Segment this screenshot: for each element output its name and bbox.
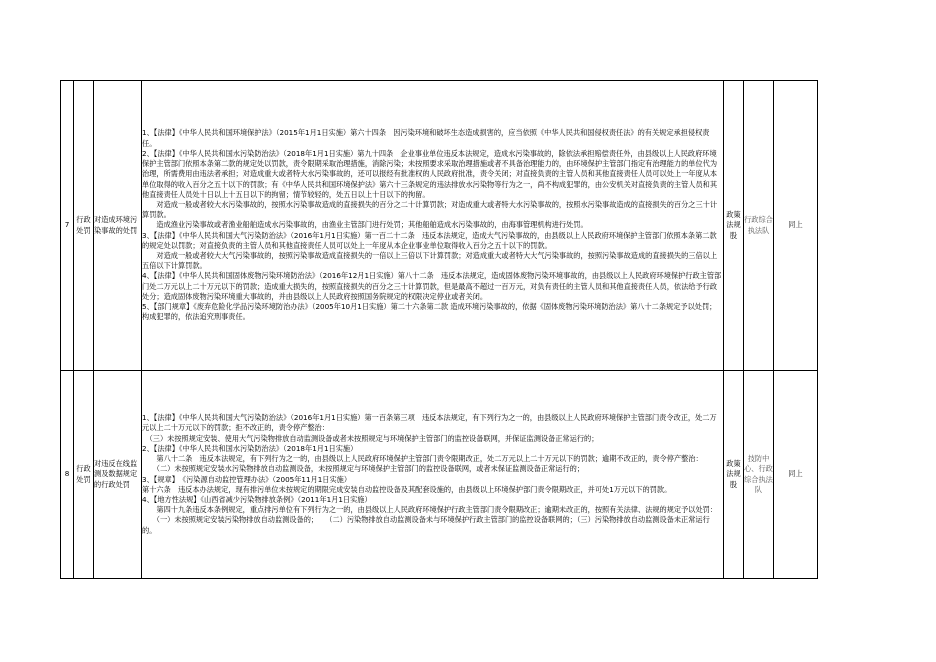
- remark: 同上: [774, 81, 818, 371]
- legal-basis: [142, 81, 724, 371]
- basis-paragraph: 1、【法律】《中华人民共和国大气污染防治法》（2016年1月1日实施）第一百条第三项 违反本法规定，有下列行为之一的，由县级以上人民政府环境保护主管部门责令改正，处二万元以上二十万元以下的罚款；拒不改正的，责令停产整治：: [142, 413, 717, 433]
- basis-paragraph: 5、【部门规章】《废弃危险化学品污染环境防治办法》（2005年10月1日实施）第二十六条第二款 造成环境污染事故的，依据《固体废物污染环境防治法》第八十二条规定予以处罚；构成犯罪的，依法追究刑事责任。: [142, 302, 717, 322]
- enforcement-table: [60, 80, 818, 579]
- basis-paragraph: 2、【法律】《中华人民共和国水污染防治法》（2018年1月1日实施）: [142, 443, 358, 453]
- basis-paragraph: 3、【法律】《中华人民共和国大气污染防治法》（2016年1月1日实施）第一百二十二条 违反本法规定，造成大气污染事故的，由县级以上人民政府环境保护主管部门依照本条第二款的规定处以罚款；对直接负责的主管人员和其他直接责任人员可以处上一年度从本企业事业单位取得收入百分之五十以下的罚款。: [142, 230, 717, 250]
- basis-paragraph: （一）未按照规定安装污染物排放自动监测设备的； （二）污染物排放自动监测设备未与环境保护行政主管部门的监控设备联网的；（三）污染物排放自动监测设备未正常运行的。: [142, 515, 710, 535]
- basis-paragraph: 4、【地方性法规】《山西省减少污染物排放条例》（2011年1月1日实施）: [142, 494, 372, 504]
- basis-paragraph: 4、【法律】《中华人民共和国固体废物污染环境防治法》（2016年12月1日实施）第八十二条 违反本法规定，造成固体废物污染环境事故的，由县级以上人民政府环境保护行政主管部门处二万元以上二十万元以下的罚款；造成重大损失的，按照直接损失的百分之三十计算罚款，但是最高不超过一百万元，对负有责任的主管人员和其他直接责任人员，依法给予行政处分；造成固体废物污染环境重大事故的，并由县级以上人民政府按照国务院规定的权限决定停业或者关闭。: [142, 271, 722, 301]
- table-row: [61, 81, 818, 371]
- basis-paragraph: 第八十二条 违反本法规定，有下列行为之一的，由县级以上人民政府环境保护主管部门责令限期改正，处二万元以上二十万元以下的罚款；逾期不改正的，责令停产整治：: [142, 454, 703, 464]
- power-type: 行政处罚: [74, 81, 94, 371]
- basis-paragraph: （二）未按照规定安装水污染物排放自动监测设备，未按照规定与环境保护主管部门的监控设备联网，或者未保证监测设备正常运行的；: [142, 464, 585, 474]
- basis-paragraph: 对造成一般或者较大大气污染事故的，按照污染事故造成直接损失的一倍以上三倍以下计算罚款；对造成重大或者特大大气污染事故的，按照污染事故造成的直接损失的三倍以上五倍以下计算罚款。: [142, 251, 718, 271]
- basis-paragraph: 对造成一般或者较大水污染事故的，按照水污染事故造成的直接损失的百分之二十计算罚款；对造成重大或者特大水污染事故的，按照水污染事故造成的直接损失的百分之三十计算罚款。: [142, 199, 718, 220]
- table-row: [61, 371, 818, 579]
- basis-paragraph: 第十六条 违反本办法规定，现有排污单位未按规定的期限完成安装自动监控设备及其配套设施的，由县级以上环境保护部门责令限期改正，并可处1万元以下的罚款。: [142, 484, 672, 494]
- basis-paragraph: （三）未按照规定安装、使用大气污染物排放自动监测设备或者未按照规定与环境保护主管部门的监控设备联网，并保证监测设备正常运行的；: [142, 433, 599, 443]
- basis-paragraph: 2、【法律】《中华人民共和国水污染防治法》（2018年1月1日实施）第九十四条 企业事业单位违反本法规定，造成水污染事故的，除依法承担赔偿责任外，由县级以上人民政府环境保护主管部门依照本条第二款的规定处以罚款，责令限期采取治理措施，消除污染；未按照要求采取治理措施或者不具备治理能力的，由环境保护主管部门指定有治理能力的单位代为治理，所需费用由违法者承担；对造成重大或者特大水污染事故的，还可以报经有批准权的人民政府批准，责令关闭；对直接负责的主管人员和其他直接责任人员可以处上一年度从本单位取得的收入百分之五十以下的罚款；有《中华人民共和国环境保护法》第六十三条规定的违法排放水污染物等行为之一，尚不构成犯罪的，由公安机关对直接负责的主管人员和其他直接责任人员处十日以上十五日以下的拘留；情节较轻的，处五日以上十日以下的拘留。: [142, 148, 718, 199]
- basis-paragraph: 造成渔业污染事故或者渔业船舶造成水污染事故的，由渔业主管部门进行处罚；其他船舶造成水污染事故的，由海事管理机构进行处罚。: [142, 220, 588, 230]
- responsible-office: 政策法规股: [724, 371, 744, 579]
- row-number: 7: [61, 81, 74, 371]
- power-type: 行政处罚: [74, 371, 94, 579]
- power-item: 对造成环境污染事故的处罚: [94, 81, 142, 371]
- legal-basis: [142, 371, 724, 579]
- implementing-unit: 技防中心、行政综合执法队: [744, 371, 774, 579]
- row-number: 8: [61, 371, 74, 579]
- remark: 同上: [774, 371, 818, 579]
- implementing-unit: 行政综合执法队: [744, 81, 774, 371]
- basis-paragraph: 1、【法律】《中华人民共和国环境保护法》（2015年1月1日实施）第六十四条 因污染环境和破坏生态造成损害的，应当依照《中华人民共和国侵权责任法》的有关规定承担侵权责任。: [142, 128, 710, 148]
- basis-paragraph: 3、【规章】 《污染源自动监控管理办法》（2005年11月1日实施）: [142, 474, 352, 484]
- responsible-office: 政策法规股: [724, 81, 744, 371]
- basis-paragraph: 第四十九条违反本条例规定，重点排污单位有下列行为之一的，由县级以上人民政府环境保护行政主管部门责令限期改正；逾期未改正的，按照有关法律、法规的规定予以处罚：: [142, 505, 718, 515]
- power-item: 对违反在线监测及数据规定的行政处罚: [94, 371, 142, 579]
